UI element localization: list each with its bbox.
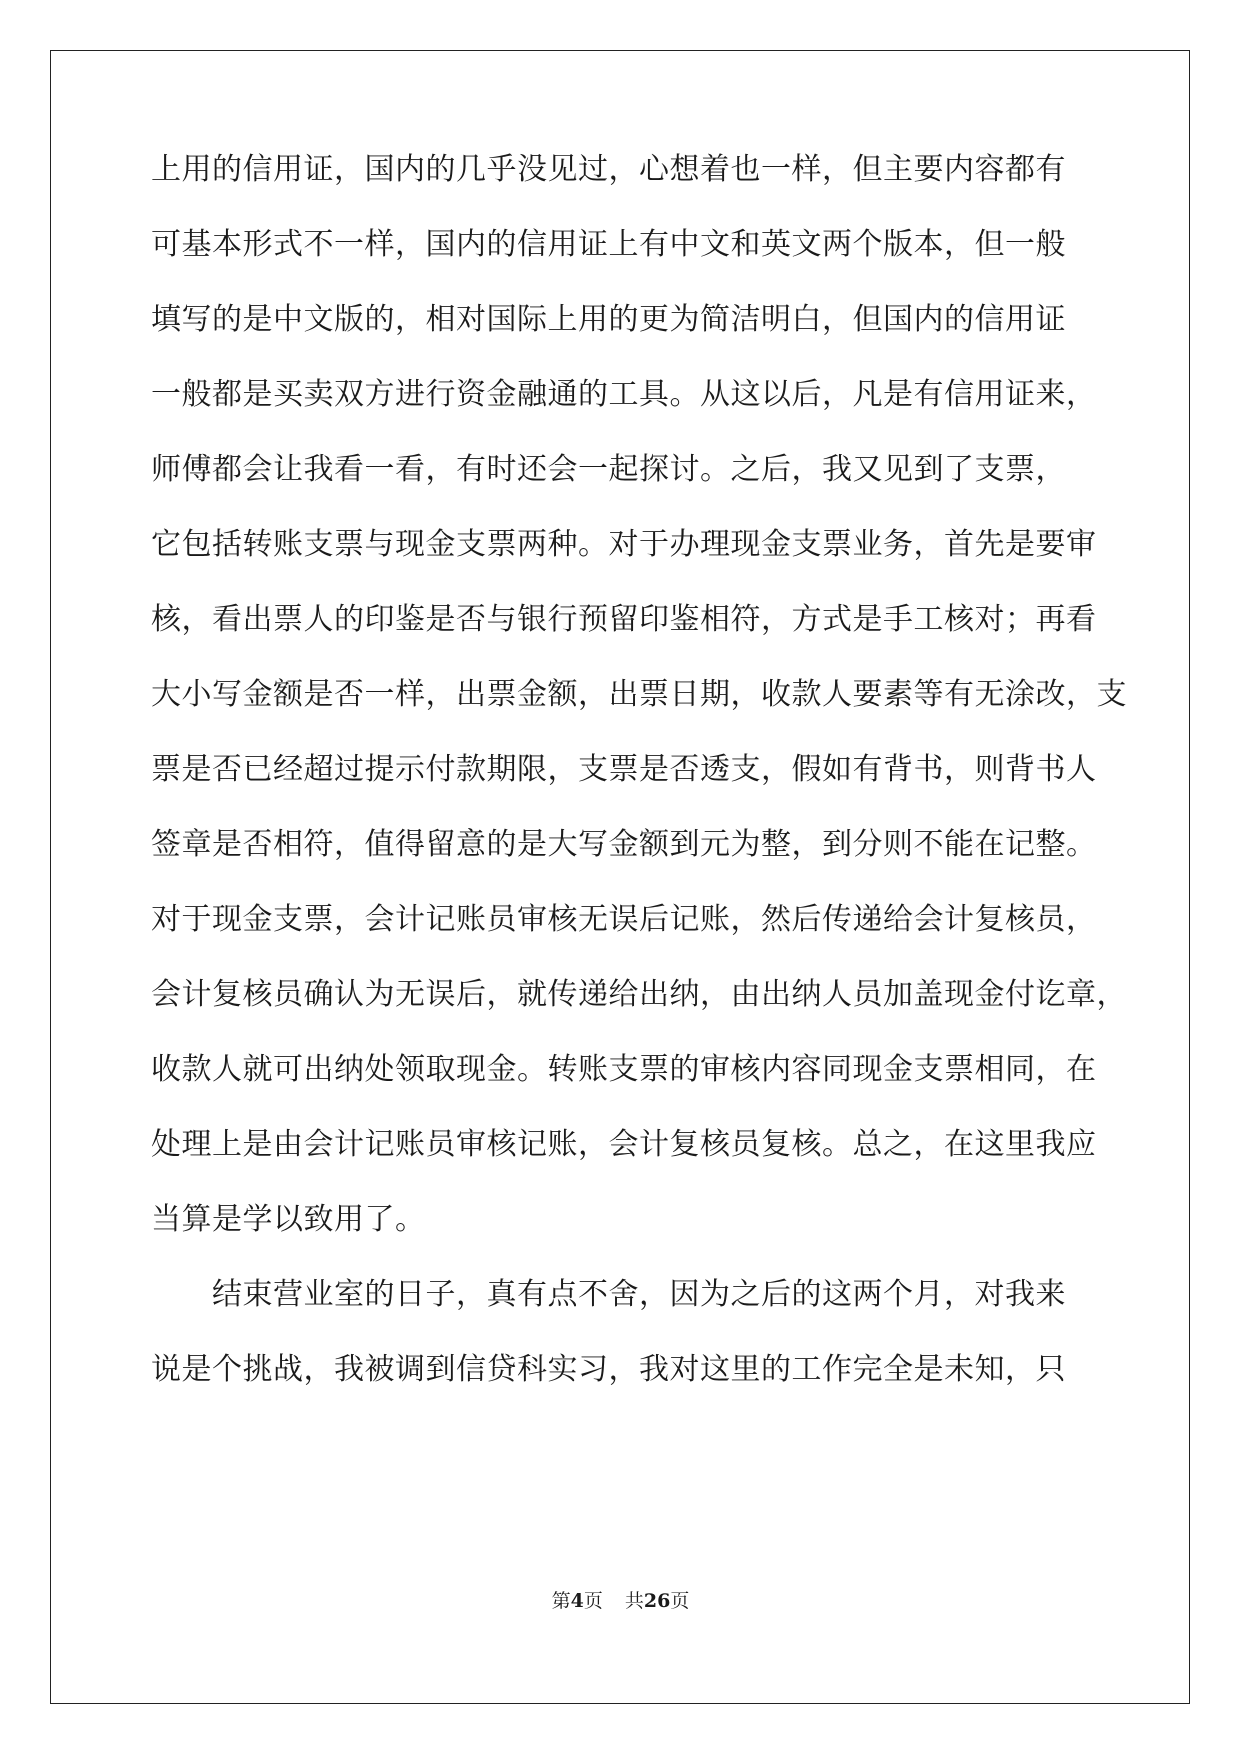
text-line: 票是否已经超过提示付款期限，支票是否透支，假如有背书，则背书人 bbox=[151, 752, 1097, 787]
page-prefix: 第 bbox=[551, 1590, 571, 1612]
text-line: 说是个挑战，我被调到信贷科实习，我对这里的工作完全是未知，只 bbox=[151, 1352, 1066, 1387]
total-pages: 26 bbox=[643, 1590, 671, 1612]
text-line: 当算是学以致用了。 bbox=[151, 1202, 426, 1237]
text-line: 处理上是由会计记账员审核记账，会计复核员复核。总之，在这里我应 bbox=[151, 1127, 1097, 1162]
page-footer bbox=[0, 1589, 1241, 1613]
text-line: 会计复核员确认为无误后，就传递给出纳，由出纳人员加盖现金付讫章， bbox=[151, 977, 1127, 1012]
text-line: 结束营业室的日子，真有点不舍，因为之后的这两个月，对我来 bbox=[151, 1277, 1066, 1312]
text-line: 一般都是买卖双方进行资金融通的工具。从这以后，凡是有信用证来， bbox=[151, 377, 1097, 412]
text-line: 填写的是中文版的，相对国际上用的更为简洁明白，但国内的信用证 bbox=[151, 302, 1066, 337]
text-line: 签章是否相符，值得留意的是大写金额到元为整，到分则不能在记整。 bbox=[151, 827, 1097, 862]
text-line: 师傅都会让我看一看，有时还会一起探讨。之后，我又见到了支票， bbox=[151, 452, 1066, 487]
text-line: 它包括转账支票与现金支票两种。对于办理现金支票业务，首先是要审 bbox=[151, 527, 1097, 562]
text-line: 核，看出票人的印鉴是否与银行预留印鉴相符，方式是手工核对；再看 bbox=[151, 602, 1097, 637]
text-line: 对于现金支票，会计记账员审核无误后记账，然后传递给会计复核员， bbox=[151, 902, 1097, 937]
total-prefix: 共 bbox=[624, 1590, 644, 1612]
text-line: 可基本形式不一样，国内的信用证上有中文和英文两个版本，但一般 bbox=[151, 227, 1066, 262]
text-line: 大小写金额是否一样，出票金额，出票日期，收款人要素等有无涂改，支 bbox=[151, 677, 1127, 712]
text-line: 上用的信用证，国内的几乎没见过，心想着也一样，但主要内容都有 bbox=[151, 152, 1066, 187]
text-line: 收款人就可出纳处领取现金。转账支票的审核内容同现金支票相同，在 bbox=[151, 1052, 1097, 1087]
page-border bbox=[50, 50, 1190, 1704]
page-number: 4 bbox=[570, 1590, 584, 1612]
total-suffix: 页 bbox=[670, 1590, 690, 1612]
page-suffix: 页 bbox=[583, 1590, 603, 1612]
